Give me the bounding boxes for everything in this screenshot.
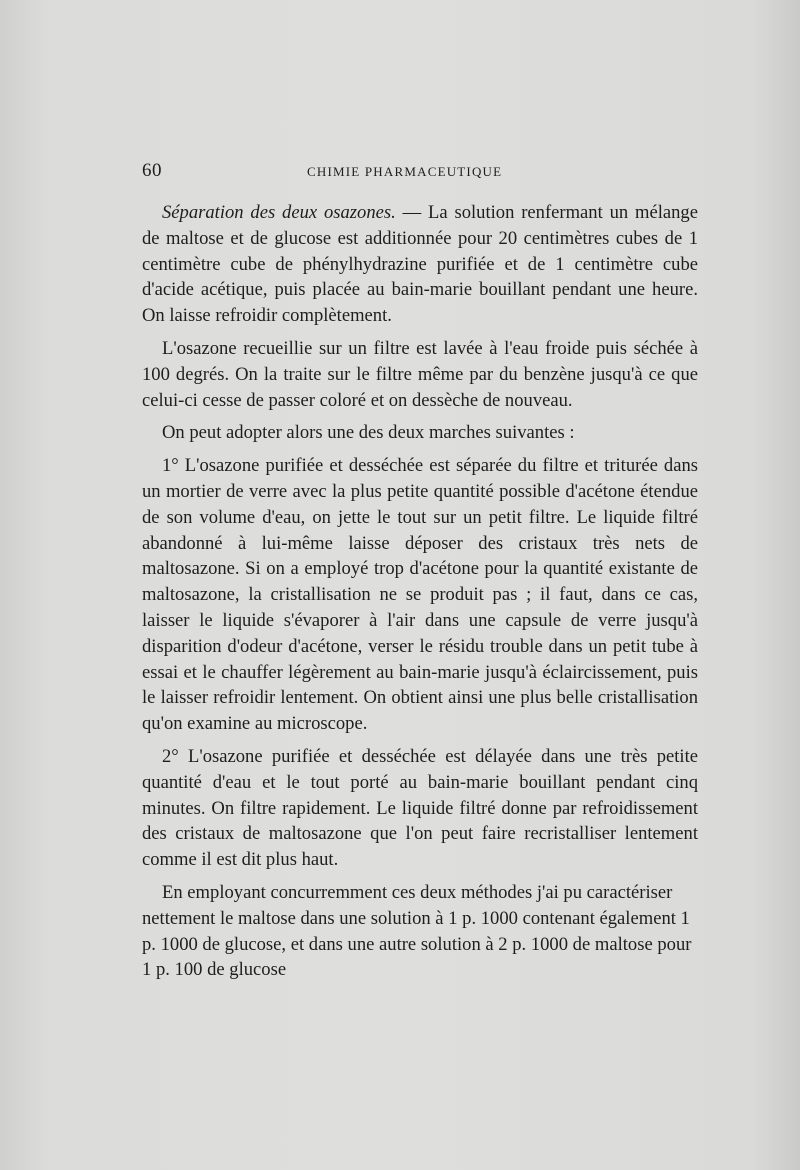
paragraph-conclusion: En employant concurremment ces deux méthodes j'ai pu caractériser nettement le maltose dans une solution à 1 p. 1000 contenant également 1 p. 1000 de glucose, et dans une autre solution à 2 p. 1000 de maltose pour 1 p. 100 de glucose (142, 881, 692, 981)
section-heading: Séparation des deux osazones. (162, 202, 396, 223)
paragraph-text: — La solution renfermant un mélange de maltose et de glucose est additionnée pour 20 centimètres cubes de 1 centimètre cube de phénylhydrazine purifiée et de 1 centimètre cube d'acide acétique, puis placée au bain-marie bouillant pendant une heure. On laisse refroidir complètement. (142, 202, 698, 327)
body-text (142, 200, 698, 990)
paragraph-osazone-washing: L'osazone recueillie sur un filtre est lavée à l'eau froide puis séchée à 100 degrés. On la traite sur le filtre même par du benzène jusqu'à ce que celui-ci cesse de passer coloré et on dessèche de nouveau. (142, 337, 698, 411)
page-header (142, 160, 698, 184)
paragraph-separation (142, 200, 698, 329)
paragraph-method-2: 2° L'osazone purifiée et desséchée est délayée dans une très petite quantité d'eau et le tout porté au bain-marie bouillant pendant cinq minutes. On filtre rapidement. Le liquide filtré donne par refroidissement des cristaux de maltosazone que l'on peut faire recristalliser lentement comme il est dit plus haut. (142, 745, 698, 871)
page-number: 60 (142, 160, 162, 181)
running-title: CHIMIE PHARMACEUTIQUE (307, 164, 503, 179)
paragraph-method-1: 1° L'osazone purifiée et desséchée est séparée du filtre et triturée dans un mortier de verre avec la plus petite quantité possible d'acétone étendue de son volume d'eau, on jette le tout sur un petit filtre. Le liquide filtré abandonné à lui-même laisse déposer des cristaux très nets de maltosazone. Si on a employé trop d'acétone pour la quantité existante de maltosazone, la cristallisation ne se produit pas ; il faut, dans ce cas, laisser le liquide s'évaporer à l'air dans une capsule de verre jusqu'à disparition d'odeur d'acétone, verser le résidu trouble dans un petit tube à essai et le chauffer légèrement au bain-marie jusqu'à éclaircissement, puis le laisser refroidir lentement. On obtient ainsi une plus belle cristallisation qu'on examine au microscope. (142, 455, 698, 735)
paragraph-two-methods: On peut adopter alors une des deux marches suivantes : (162, 422, 575, 444)
